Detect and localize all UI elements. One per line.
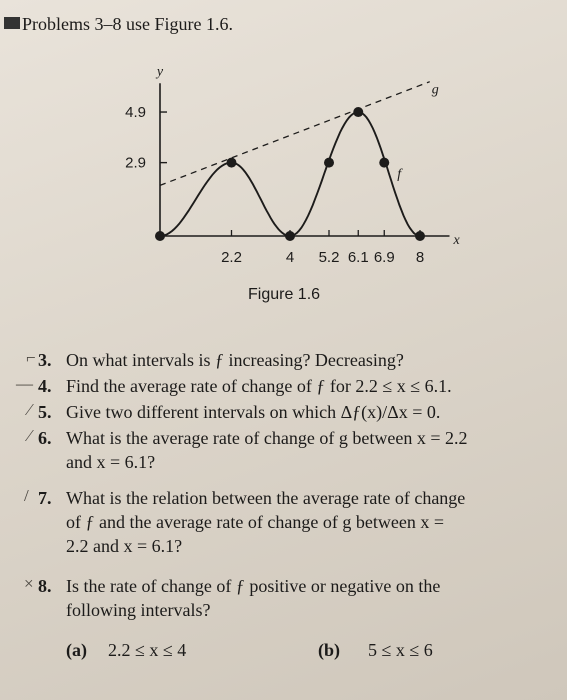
problem-number: 7.	[38, 488, 52, 508]
handwritten-check-icon: ⁄	[28, 426, 31, 445]
series-f-label: f	[397, 166, 402, 182]
problem-7-line: What is the relation between the average rate of change	[66, 488, 466, 508]
handwritten-slash-icon: /	[24, 486, 29, 505]
x-tick-label: 2.2	[221, 249, 242, 266]
subpart-b-text: 5 ≤ x ≤ 6	[368, 640, 433, 660]
series-f-point	[227, 158, 237, 168]
figure-caption: Figure 1.6	[248, 286, 321, 303]
problem-3-line: On what intervals is ƒ increasing? Decreasing?	[66, 350, 404, 370]
series-g-line	[160, 82, 430, 186]
series-f-point	[324, 158, 334, 168]
series-g-label: g	[431, 82, 439, 98]
x-tick-label: 4	[285, 249, 295, 266]
problem-5-line: Give two different intervals on which Δƒ(x)/Δx = 0.	[66, 402, 441, 422]
series-f-point	[379, 158, 389, 168]
series-f-curve	[160, 112, 420, 236]
problem-8-line: following intervals?	[66, 600, 211, 620]
x-axis-label: x	[453, 233, 460, 248]
problem-7-line: 2.2 and x = 6.1?	[66, 536, 183, 556]
y-tick-label: 2.9	[125, 154, 146, 172]
problem-6-line: What is the average rate of change of g between x = 2.2	[66, 428, 468, 448]
y-tick-label: 4.9	[125, 104, 146, 122]
figure-1-6-graph	[0, 0, 567, 320]
x-tick-label: 8	[415, 249, 425, 266]
subpart-b-label: (b)	[318, 640, 340, 660]
problem-number: 3.	[38, 350, 52, 370]
problem-number: 8.	[38, 576, 52, 596]
problem-8-line: Is the rate of change of ƒ positive or negative on the	[66, 576, 441, 596]
x-tick-label: 6.1	[347, 249, 369, 266]
handwritten-cross-icon: ×	[24, 574, 34, 593]
problem-number: 5.	[38, 402, 52, 422]
x-tick-label: 5.2	[318, 249, 340, 266]
subpart-a-text: 2.2 ≤ x ≤ 4	[108, 640, 187, 660]
y-axis-label: y	[156, 64, 164, 80]
subpart-a-label: (a)	[66, 640, 87, 660]
header-title: Problems 3–8 use Figure 1.6.	[22, 14, 233, 34]
problem-number: 4.	[38, 376, 52, 396]
problem-4-line: Find the average rate of change of ƒ for 2.2 ≤ x ≤ 6.1.	[66, 376, 452, 396]
problem-number: 6.	[38, 428, 52, 448]
handwritten-check-icon: ⌐	[26, 348, 36, 367]
problem-6-line: and x = 6.1?	[66, 452, 156, 472]
series-f-point	[285, 231, 295, 241]
series-f-point	[155, 231, 165, 241]
series-f-point	[415, 231, 425, 241]
series-f-point	[353, 107, 363, 117]
handwritten-check-icon: ⁄	[28, 400, 31, 419]
handwritten-dash-icon: —	[16, 374, 33, 393]
problem-7-line: of ƒ and the average rate of change of g between x =	[66, 512, 444, 532]
x-tick-label: 6.9	[373, 249, 395, 266]
